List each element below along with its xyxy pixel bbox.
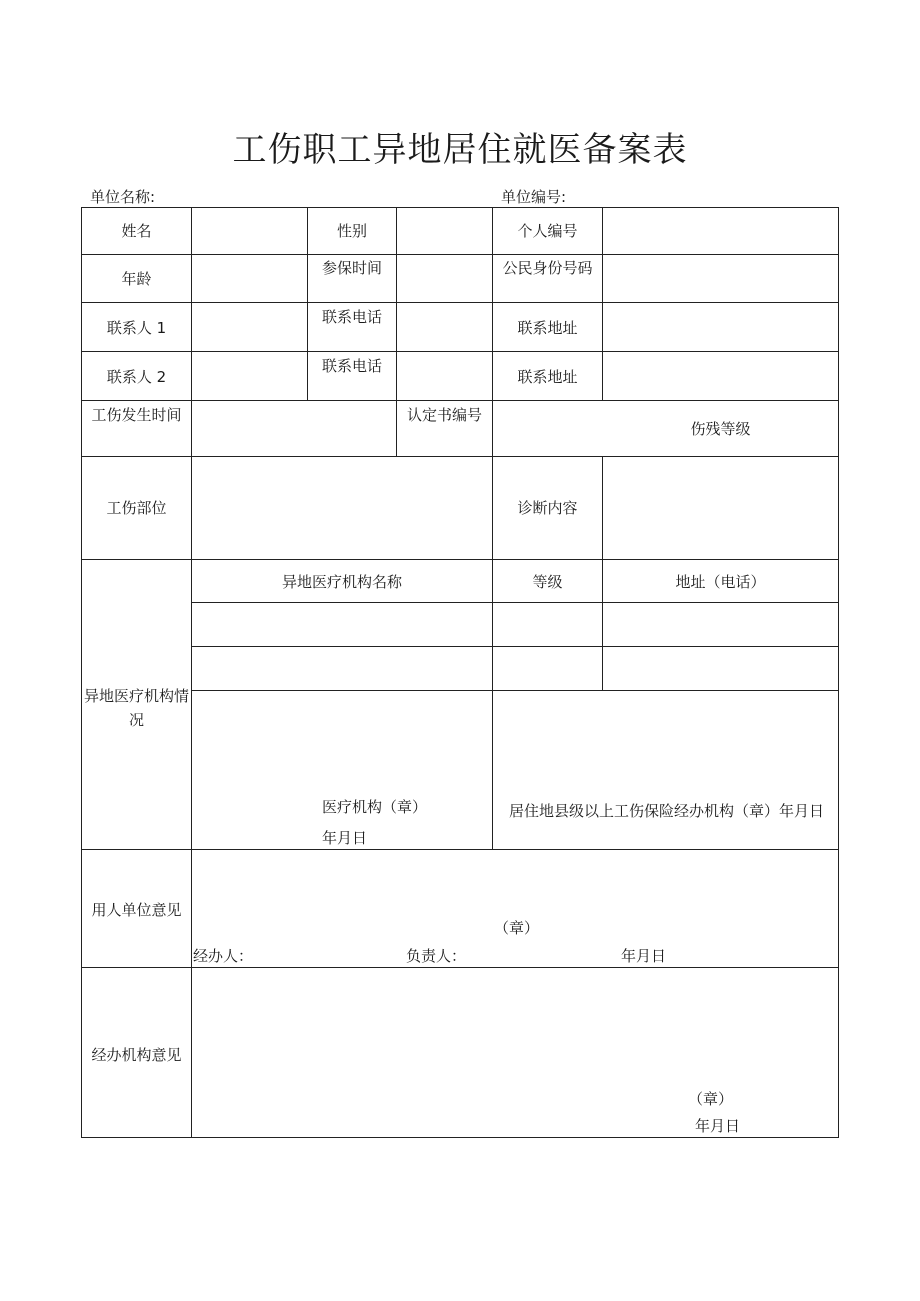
form-title: 工伤职工异地居住就医备案表	[232, 130, 688, 170]
injury-part-label: 工伤部位	[106, 499, 167, 517]
handler-label: 经办人：	[193, 947, 254, 965]
personal-id-label: 个人编号	[517, 222, 578, 240]
responsible-label: 负责人：	[406, 947, 467, 965]
contact2-label: 联系人 2	[106, 368, 167, 386]
injury-time-label: 工伤发生时间	[91, 406, 182, 424]
address1-label: 联系地址	[517, 319, 578, 337]
col-address: 地址（电话）	[675, 573, 766, 591]
diagnosis-label: 诊断内容	[517, 499, 578, 517]
id-card-label: 公民身份号码	[502, 259, 593, 277]
age-label: 年龄	[121, 270, 152, 288]
agency-opinion-label: 经办机构意见	[91, 1046, 182, 1064]
agency-date: 年月日	[695, 1117, 741, 1135]
employer-seal: （章）	[494, 919, 540, 937]
insured-time-label: 参保时间	[321, 259, 382, 277]
col-level: 等级	[532, 573, 563, 591]
unit-name-label: 单位名称:	[90, 188, 156, 206]
hospital-seal: 医疗机构（章）	[322, 798, 428, 816]
agency-seal: （章）	[688, 1090, 734, 1108]
hospital-date: 年月日	[322, 829, 368, 847]
employer-opinion-label: 用人单位意见	[91, 901, 182, 919]
col-hospital-name: 异地医疗机构名称	[281, 573, 402, 591]
name-label: 姓名	[121, 222, 152, 240]
phone2-label: 联系电话	[321, 357, 382, 375]
cert-no-label: 认定书编号	[406, 406, 482, 424]
phone1-label: 联系电话	[321, 308, 382, 326]
gender-label: 性别	[336, 222, 367, 240]
contact1-label: 联系人 1	[106, 319, 167, 337]
employer-date: 年月日	[621, 947, 667, 965]
unit-code-label: 单位编号:	[501, 188, 567, 206]
agency-seal-date: 居住地县级以上工伤保险经办机构（章）年月日	[508, 802, 824, 820]
disability-level-label: 伤残等级	[690, 420, 751, 438]
remote-section-label: 异地医疗机构情况	[83, 687, 189, 729]
address2-label: 联系地址	[517, 368, 578, 386]
